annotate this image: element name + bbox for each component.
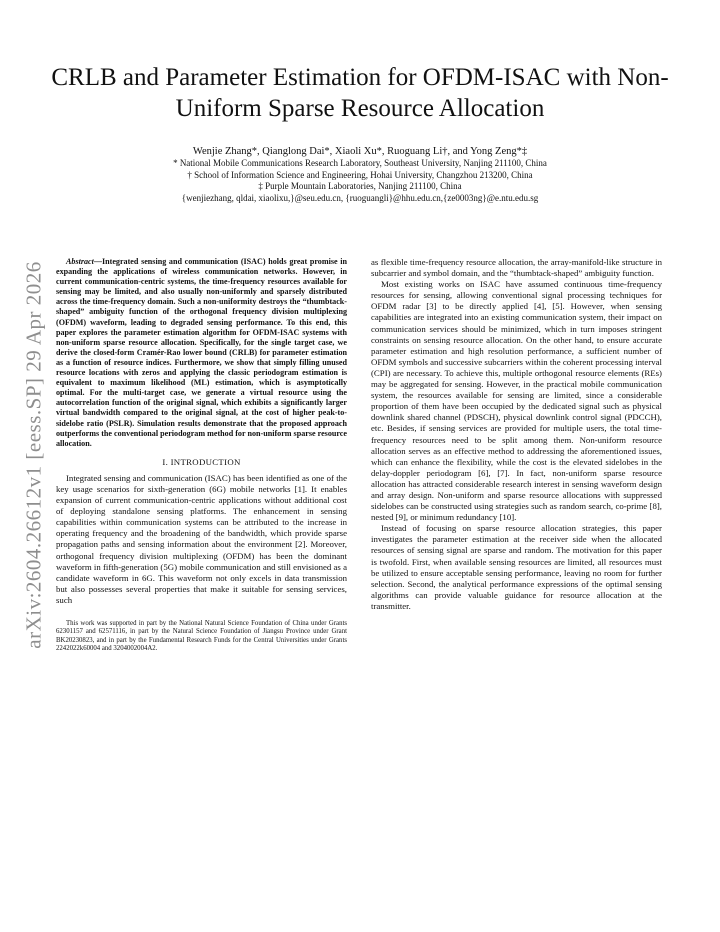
author-list: Wenjie Zhang*, Qianglong Dai*, Xiaoli Xu*, Ruoguang Li†, and Yong Zeng*‡ [192, 146, 528, 157]
abstract-label: Abstract [66, 257, 94, 266]
arxiv-identifier: arXiv:2604.26612v1 [eess.SP] 29 Apr 2026 [21, 261, 46, 649]
left-column [56, 257, 347, 653]
right-column [371, 257, 662, 612]
affiliations [60, 158, 660, 204]
affiliation-pml: ‡ Purple Mountain Laboratories, Nanjing 211100, China [258, 181, 462, 191]
affiliation-hohai: † School of Information Science and Engineering, Hohai University, Changzhou 213200, China [187, 169, 533, 180]
intro-paragraph-3: Instead of focusing on sparse resource allocation strategies, this paper investigates the parameter estimation at the receiver side when the allocated resources of sensing signal are sparse and random. The motivation for this paper is twofold. First, when available sensing resources are limited, all resources must be utilized to ensure acceptable sensing performance, leaving no room for further selection. Second, the analytical performance expressions of the optimal sensing algorithms can provide valuable guidance for resource allocation at the transmitter. [371, 523, 662, 611]
abstract-text: —Integrated sensing and communication (ISAC) holds great promise in expanding the applications of wireless communication networks. However, in current communication-centric systems, the time-frequency resources available for sensing may be limited, and also usually non-uniformly and sparsely distributed across the time-frequency domain. Such a non-uniformity destroys the “thumbtack-shaped” ambiguity function of the orthogonal frequency division multiplexing (OFDM) waveform, leading to degraded sensing performance. To this end, this paper explores the parameter estimation algorithm for OFDM-ISAC systems with non-uniform sparse resource allocation. Specifically, for the single target case, we derive the closed-form Cramér-Rao lower bound (CRLB) for parameter estimation as a function of resource indices. Furthermore, we show that simply filling unused resource locations with zeros and applying the classic periodogram estimation is equivalent to maximum likelihood (ML) estimation, which is asymptotically optimal. For the multi-target case, we generate a virtual resource using the autocorrelation function of the original signal, which exhibits a significantly larger virtual bandwidth compared to the original signal, at the cost of higher peak-to-sidelobe ratio (PSLR). Simulation results demonstrate that the proposed approach outperforms the conventional periodogram method for non-uniform sparse resource allocation. [56, 257, 347, 448]
section-heading-introduction: I. INTRODUCTION [162, 456, 241, 467]
funding-footnote: This work was supported in part by the National Natural Science Foundation of China under Grants 62301157 and 62571116, in part by the Natural Science Foundation of Jiangsu Province under Grant BK20230823, and in part by the Fundamental Research Funds for the Central Universities under Grants 2242022k60004 and 3204002004A2. [56, 620, 347, 652]
intro-paragraph-1: Integrated sensing and communication (ISAC) has been identified as one of the key usage scenarios for sixth-generation (6G) mobile networks [1]. It enables expansion of current communication-centric applications without additional cost of deploying standalone sensing platforms. The enhancement in sensing capabilities within communication systems can be attributed to the increase in operating frequency and the broadening of the bandwidth, which provide sparse propagation paths and sensing information about the environment [2]. Moreover, orthogonal frequency division multiplexing (OFDM) has been the dominant waveform in fifth-generation (5G) mobile communication and still envisioned as a candidate waveform in 6G. This waveform not only excels in data transmission but also possesses several properties that make it suitable for sensing services, such [56, 472, 347, 605]
intro-paragraph-continued: as flexible time-frequency resource allocation, the array-manifold-like structure in subcarrier and symbol domain, and the “thumbtack-shaped” ambiguity function. [371, 257, 662, 279]
author-emails: {wenjiezhang, qldai, xiaolixu,}@seu.edu.cn, {ruoguangli}@hhu.edu.cn,{ze0003ng}@e.ntu.edu.sg [181, 192, 539, 203]
arxiv-sidebar [14, 230, 54, 680]
intro-paragraph-2: Most existing works on ISAC have assumed continuous time-frequency resources for sensing, allowing conventional signal processing techniques for OFDM radar [3] to be directly applied [4], [5]. However, when sensing capabilities are integrated into an existing communication system, their impact on communication services should be minimized, which in turn imposes stringent constraints on sensing resource allocation. On the other hand, to ensure accurate parameter estimation and high resolution performance, a sufficient number of OFDM symbols and successive subcarriers within the coherent processing interval (CPI) are necessary. To achieve this, multiple orthogonal resource elements (REs) may be aggregated for sensing. However, in the practical mobile communication system, the resources available for sensing are limited, since a considerable proportion of them have been occupied by the dedicated signal such as physical downlink shared channel (PDSCH), physical downlink control signal (PDCCH), etc. Besides, if sensing services are provided for multiple users, the total time-frequency resources need to be split among them. Non-uniform resource allocation serves as an effective method to addressing the aforementioned issues, which can enhance the flexibility, while the cost is the elevated sidelobes in the delay-doppler periodogram [6], [7]. In fact, non-uniform sparse resource allocation has attracted considerable research interest in sensing waveform design and array design. Non-uniform and sparse resource allocations with suppressed sidelobes can be constructed using strategies such as random search, co-prime [8], nested [9], or minimum redundancy [10]. [371, 279, 662, 523]
affiliation-seu: * National Mobile Communications Research Laboratory, Southeast University, Nanjing 211100, China [173, 158, 547, 168]
paper-title: CRLB and Parameter Estimation for OFDM-ISAC with Non-Uniform Sparse Resource Allocation [51, 64, 669, 122]
abstract [56, 257, 347, 449]
